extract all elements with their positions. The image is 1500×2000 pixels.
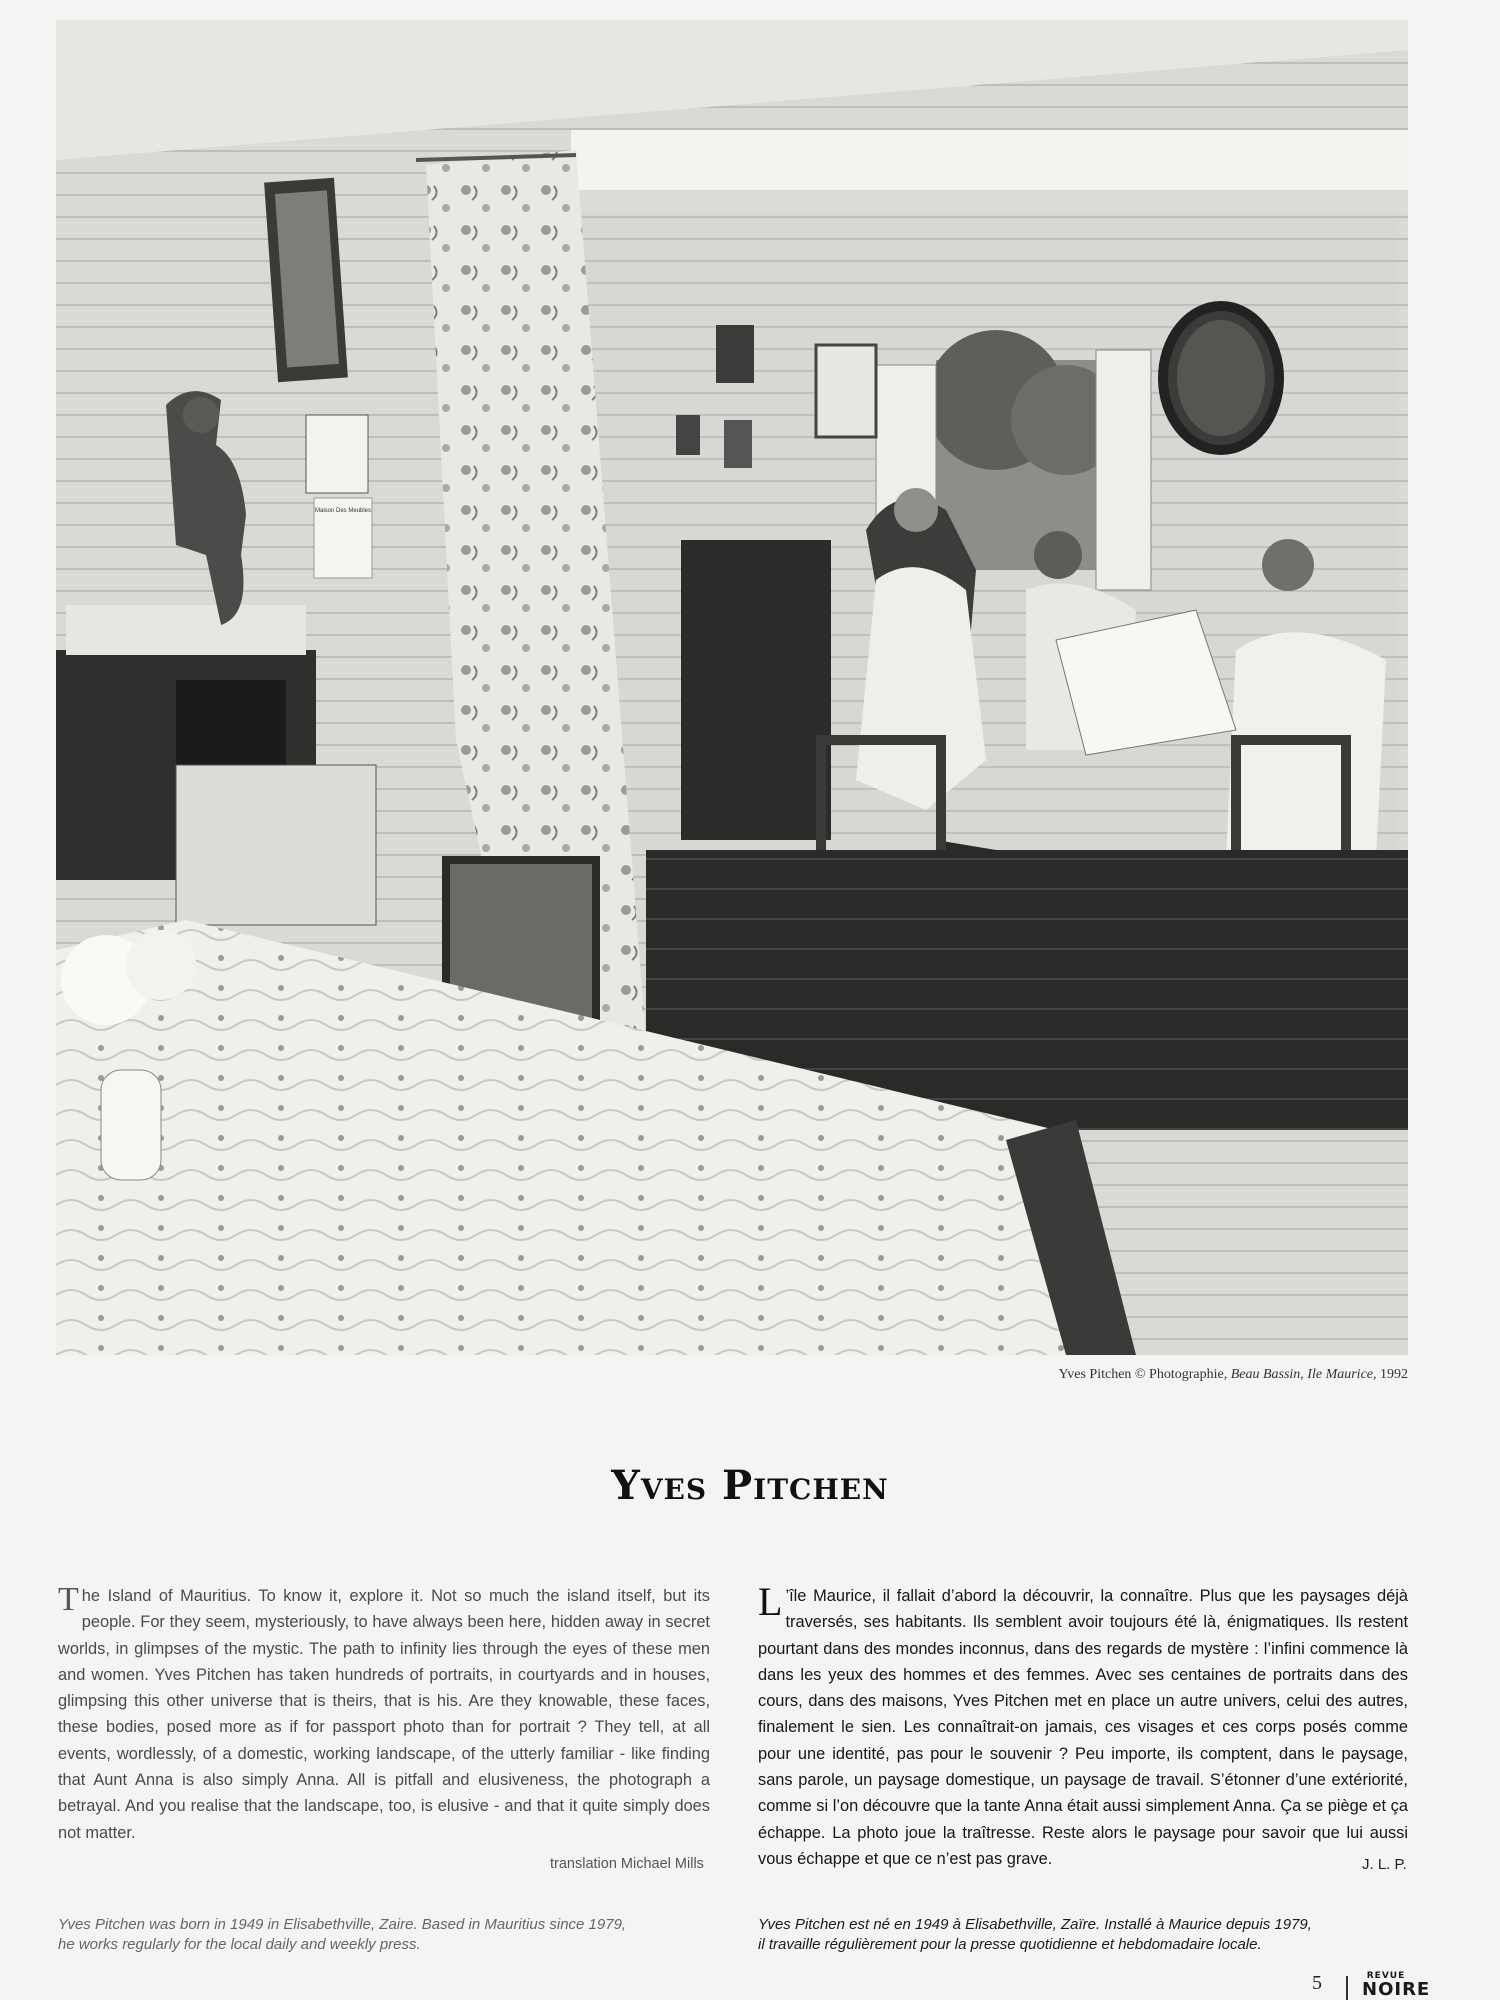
calendar-text: Maison Des Meubles: [314, 508, 372, 514]
french-drop-cap: L: [758, 1579, 783, 1624]
english-body: he Island of Mauritius. To know it, explore it. Not so much the island itself, but its people. For they seem, mysteriously, to have always been here, hidden away in secret worlds, in glimpses of the mystic. The path to infinity lies through the eyes of these men and women. Yves Pitchen has taken hundreds of portraits, in courtyards and in houses, glimpsing this other universe that is theirs, that is his. Are they knowable, these faces, these bodies, posed more as if for passport photo than for portrait ? They tell, at all events, wordlessly, of a domestic, working landscape, of the utterly familiar - like finding that Aunt Anna is also simply Anna. All is pitfall and elusiveness, the photograph a betrayal. And you realise that the landscape, too, is elusive - and that it quite simply does not matter.: [58, 1587, 710, 1842]
page-number: 5: [1312, 1972, 1322, 1994]
caption-author: Yves Pitchen © Photographie,: [1058, 1367, 1231, 1382]
photo-scene: [56, 20, 1408, 1355]
article-title: Yves Pitchen: [611, 1462, 889, 1509]
caption-year: , 1992: [1373, 1367, 1408, 1382]
logo-bottom-text: NOIRE: [1362, 1979, 1431, 2000]
french-text-column: [758, 1579, 1408, 1872]
page-divider: [1346, 1976, 1348, 2000]
magazine-logo: [1362, 1971, 1431, 2000]
photograph: [56, 20, 1408, 1355]
caption-place: Beau Bassin, Ile Maurice: [1230, 1367, 1373, 1382]
translation-credit: translation Michael Mills: [550, 1856, 704, 1872]
french-bio: Yves Pitchen est né en 1949 à Elisabethville, Zaïre. Installé à Maurice depuis 1979, il travaille régulièrement pour la presse quotidienne et hebdomadaire locale.: [758, 1916, 1312, 1953]
photo-caption: [1059, 1367, 1408, 1383]
french-body: ’île Maurice, il fallait d’abord la découvrir, la connaître. Plus que les paysages déjà traversés, ses habitants. Ils semblent avoir toujours été là, énigmatiques. Ils restent pourtant dans des mondes inconnus, dans des regards de mystère : l’infini commence là dans les yeux des hommes et des femmes. Avec ses centaines de portraits dans des cours, dans des maisons, Yves Pitchen met en place un autre univers, celui des autres, finalement le sien. Les connaîtrait-on jamais, ces visages et ces corps posés comme pour une identité, pas pour le souvenir ? Peu importe, ils comptent, dans le paysage, sans parole, un paysage domestique, un paysage de travail. S’étonner d’une extériorité, comme si l’on découvre que la tante Anna était aussi simplement Anna. Ça se piège et ça échappe. La photo joue la traîtresse. Reste alors le paysage pour savoir que lui aussi vous échappe et que ce n’est pas grave.: [758, 1587, 1408, 1868]
author-initials: J. L. P.: [1362, 1856, 1407, 1873]
english-bio: Yves Pitchen was born in 1949 in Elisabethville, Zaire. Based in Mauritius since 1979, he works regularly for the local daily and weekly press.: [58, 1916, 627, 1953]
english-drop-cap: T: [58, 1581, 79, 1618]
logo-top-text: REVUE: [1366, 1971, 1406, 1981]
english-text-column: [58, 1583, 710, 1846]
